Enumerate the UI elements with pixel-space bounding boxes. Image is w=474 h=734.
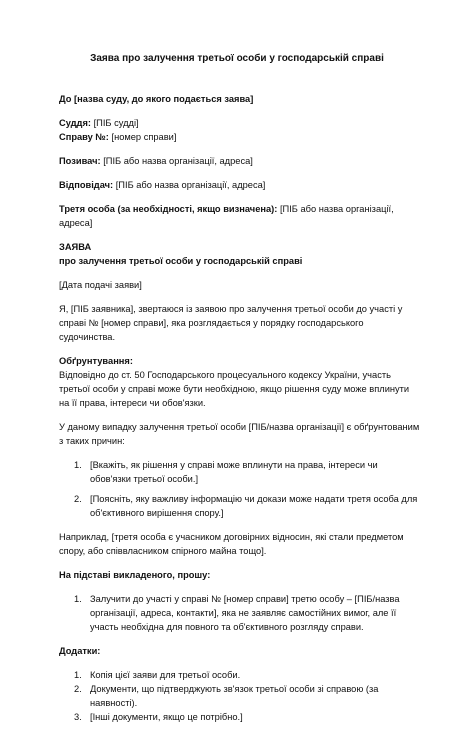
list-item: [59, 458, 421, 486]
list-number: 3.: [74, 712, 82, 722]
list-item-text: Копія цієї заяви для третьої особи.: [90, 670, 241, 680]
addressee-value: [назва суду, до якого подається заява]: [74, 94, 254, 104]
list-item: [59, 492, 421, 520]
addressee-label: До: [59, 94, 72, 104]
statement-subheading: про залучення третьої особи у господарській справі: [59, 256, 303, 266]
reasons-intro: У даному випадку залучення третьої особи [ПІБ/назва організації] є обґрунтованим з таких причин:: [59, 422, 420, 446]
defendant-label: Відповідач:: [59, 180, 114, 190]
request-list: [59, 592, 421, 634]
list-item-text: [Інші документи, якщо це потрібно.]: [90, 712, 243, 722]
intro-paragraph: Я, [ПІБ заявника], звертаюся із заявою про залучення третьої особи до участі у справі № [номер справи], яка розглядається у порядку господарського судочинства.: [59, 304, 403, 342]
list-item-text: [Поясніть, яку важливу інформацію чи докази може надати третя особа для об'єктивного вирішення спору.]: [90, 494, 418, 518]
case-value: [номер справи]: [111, 132, 177, 142]
attachments-list: [59, 668, 421, 724]
plaintiff-label: Позивач:: [59, 156, 101, 166]
list-number: 1.: [74, 670, 82, 680]
third-party-label: Третя особа (за необхідності, якщо визначена):: [59, 204, 278, 214]
list-item: [59, 710, 421, 724]
list-item: [59, 668, 421, 682]
list-number: 1.: [74, 460, 82, 470]
list-item: [59, 682, 421, 710]
list-item-text: Документи, що підтверджують зв'язок третьої особи зі справою (за наявності).: [90, 684, 379, 708]
defendant-value: [ПІБ або назва організації, адреса]: [115, 180, 266, 190]
document-title: Заява про залучення третьої особи у господарській справі: [90, 53, 384, 64]
document-body: [59, 92, 421, 734]
defendant-line: [59, 178, 421, 192]
reasons-list: [59, 458, 421, 520]
list-number: 2.: [74, 684, 82, 694]
addressee-line: [59, 92, 421, 106]
grounds-heading: Обґрунтування:: [59, 356, 133, 366]
case-label: Справу №:: [59, 132, 109, 142]
plaintiff-value: [ПІБ або назва організації, адреса]: [103, 156, 253, 166]
example-paragraph: Наприклад, [третя особа є учасником договірних відносин, які стали предметом спору, або співвласником спірного майна тощо].: [59, 532, 404, 556]
list-number: 1.: [74, 594, 82, 604]
grounds-paragraph: Відповідно до ст. 50 Господарського процесуального кодексу України, участь третьої особи у справі може бути необхідною, якщо рішення суду може вплинути на її права, інтереси чи обов'язки.: [59, 370, 410, 408]
case-line: [59, 130, 421, 144]
list-item: [59, 592, 421, 634]
plaintiff-line: [59, 154, 421, 168]
list-number: 2.: [74, 494, 82, 504]
judge-label: Суддя:: [59, 118, 91, 128]
attachments-heading: Додатки:: [59, 646, 101, 656]
list-item-text: [Вкажіть, як рішення у справі може вплинути на права, інтереси чи обов'язки третьої особи.]: [90, 460, 378, 484]
judge-line: [59, 116, 421, 130]
third-party-line: [59, 202, 421, 230]
submission-date: [Дата подачі заяви]: [59, 280, 142, 290]
request-heading: На підставі викладеного, прошу:: [59, 570, 211, 580]
list-item-text: Залучити до участі у справі № [номер справи] третю особу – [ПІБ/назва організації, адреса, контакти], яка не заявляє самостійних вимог, але її участь необхідна для повного та об'єктивного розгляду справи.: [90, 594, 400, 632]
judge-value: [ПІБ судді]: [93, 118, 139, 128]
third-party-value: [ПІБ або назва організації, адреса]: [59, 204, 394, 228]
statement-heading: ЗАЯВА: [59, 242, 92, 252]
